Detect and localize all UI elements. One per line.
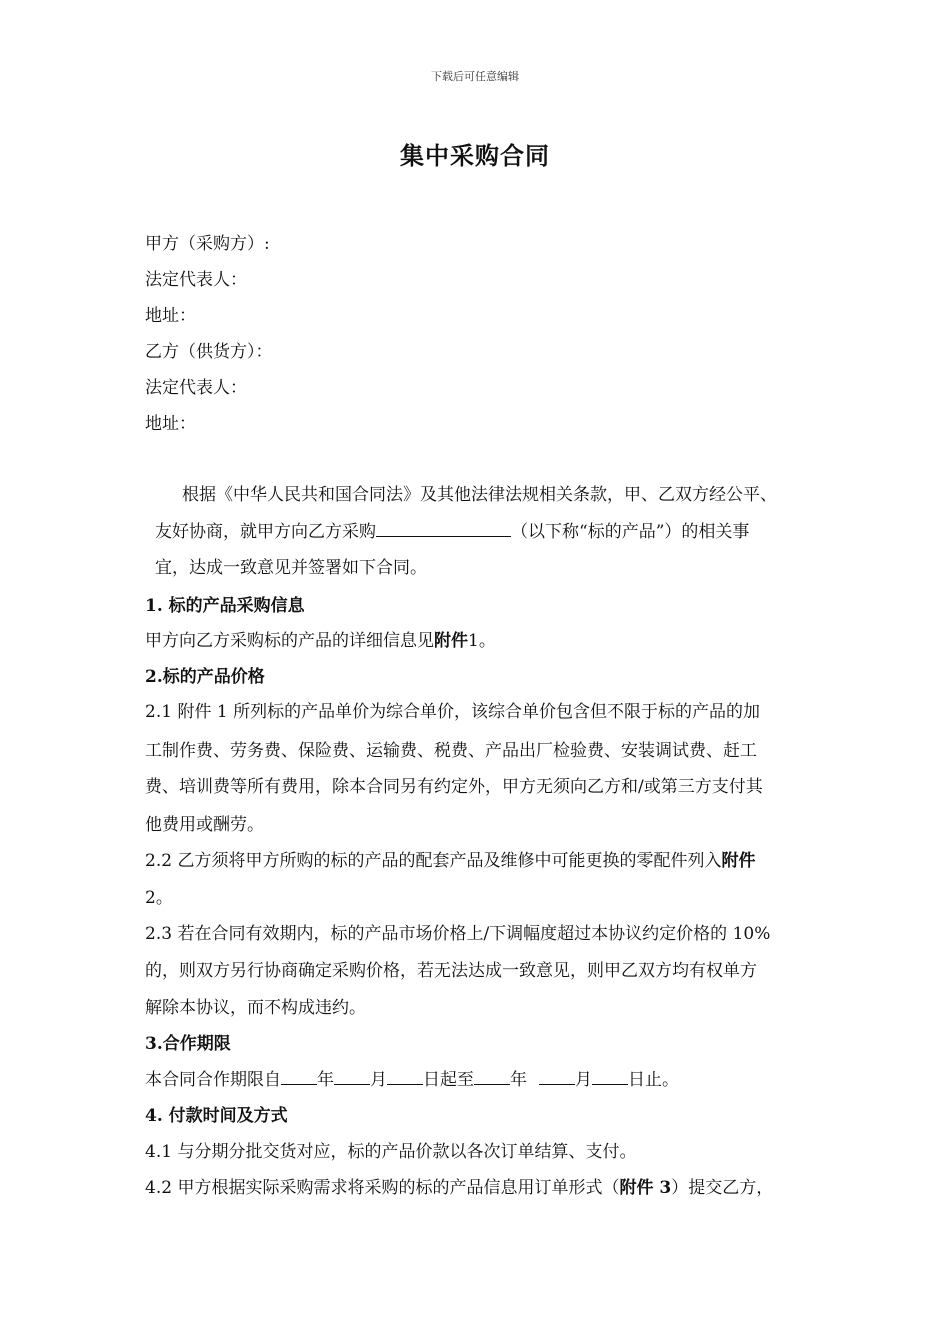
section-1-text-start: 甲方向乙方采购标的产品的详细信息见 xyxy=(145,631,434,651)
clause-4-1: 4.1 与分期分批交货对应，标的产品价款以各次订单结算、支付。 xyxy=(145,1142,637,1162)
term-line xyxy=(145,1065,679,1090)
end-year-blank xyxy=(474,1069,510,1085)
clause-2-2-line-1 xyxy=(145,846,755,871)
start-day-blank xyxy=(387,1069,423,1085)
month-label: 月 xyxy=(575,1070,592,1090)
intro-line-2-start: 友好协商，就甲方向乙方采购 xyxy=(155,522,376,542)
clause-2-1-line-2: 工制作费、劳务费、保险费、运输费、税费、产品出厂检验费、安装调试费、赶工 xyxy=(145,741,757,761)
party-a-address-label: 地址： xyxy=(145,306,196,326)
clause-2-3-line-2: 的，则双方另行协商确定采购价格，若无法达成一致意见，则甲乙双方均有权单方 xyxy=(145,961,757,981)
attachment-ref: 附件 xyxy=(434,631,468,651)
party-a-label: 甲方（采购方）: xyxy=(145,234,270,254)
clause-2-1-line-1: 2.1 附件 1 所列标的产品单价为综合单价，该综合单价包含但不限于标的产品的加 xyxy=(145,702,761,722)
term-text-start: 本合同合作期限自 xyxy=(145,1070,281,1090)
from-until-label: 日起至 xyxy=(423,1070,474,1090)
clause-2-3-line-3: 解除本协议，而不构成违约。 xyxy=(145,998,366,1018)
section-1-heading: 1. 标的产品采购信息 xyxy=(145,596,305,616)
start-year-blank xyxy=(281,1069,317,1085)
start-month-blank xyxy=(334,1069,370,1085)
intro-line-1: 根据《中华人民共和国合同法》及其他法律法规相关条款，甲、乙双方经公平、 xyxy=(182,485,777,505)
intro-line-3: 宜，达成一致意见并签署如下合同。 xyxy=(155,558,427,578)
section-3-heading: 3.合作期限 xyxy=(145,1034,231,1054)
party-b-label: 乙方（供货方）： xyxy=(145,342,273,362)
section-1-text xyxy=(145,626,496,651)
end-month-blank xyxy=(539,1069,575,1085)
clause-4-2-text-end: ）提交乙方， xyxy=(671,1178,774,1198)
clause-2-1-line-3: 费、培训费等所有费用，除本合同另有约定外，甲方无须向乙方和/或第三方支付其 xyxy=(145,777,763,797)
clause-4-2-line-1 xyxy=(145,1173,773,1198)
section-1-text-end: 1。 xyxy=(468,631,496,651)
month-label: 月 xyxy=(370,1070,387,1090)
clause-4-2-text-start: 4.2 甲方根据实际采购需求将采购的标的产品信息用订单形式（ xyxy=(145,1178,620,1198)
clause-2-2-line-2: 2。 xyxy=(145,888,173,908)
term-text-end: 日止。 xyxy=(628,1070,679,1090)
header-note: 下载后可任意编辑 xyxy=(431,70,519,83)
attachment-ref: 附件 xyxy=(721,851,756,871)
intro-line-2 xyxy=(155,517,749,542)
intro-line-2-end: （以下称“标的产品”）的相关事 xyxy=(511,522,750,542)
clause-2-2-text: 2.2 乙方须将甲方所购的标的产品的配套产品及维修中可能更换的零配件列入 xyxy=(145,851,722,871)
party-a-rep-label: 法定代表人： xyxy=(145,270,247,290)
document-title: 集中采购合同 xyxy=(400,141,550,170)
section-4-heading: 4. 付款时间及方式 xyxy=(145,1106,288,1126)
year-label: 年 xyxy=(510,1070,527,1090)
section-2-heading: 2.标的产品价格 xyxy=(145,667,265,687)
party-b-address-label: 地址： xyxy=(145,414,196,434)
clause-2-1-line-4: 他费用或酬劳。 xyxy=(145,815,264,835)
product-name-blank xyxy=(376,521,511,537)
clause-2-3-line-1: 2.3 若在合同有效期内，标的产品市场价格上/下调幅度超过本协议约定价格的 10% xyxy=(145,924,771,944)
end-day-blank xyxy=(592,1069,628,1085)
attachment-ref: 附件 3 xyxy=(619,1178,672,1198)
party-b-rep-label: 法定代表人： xyxy=(145,378,247,398)
year-label: 年 xyxy=(317,1070,334,1090)
